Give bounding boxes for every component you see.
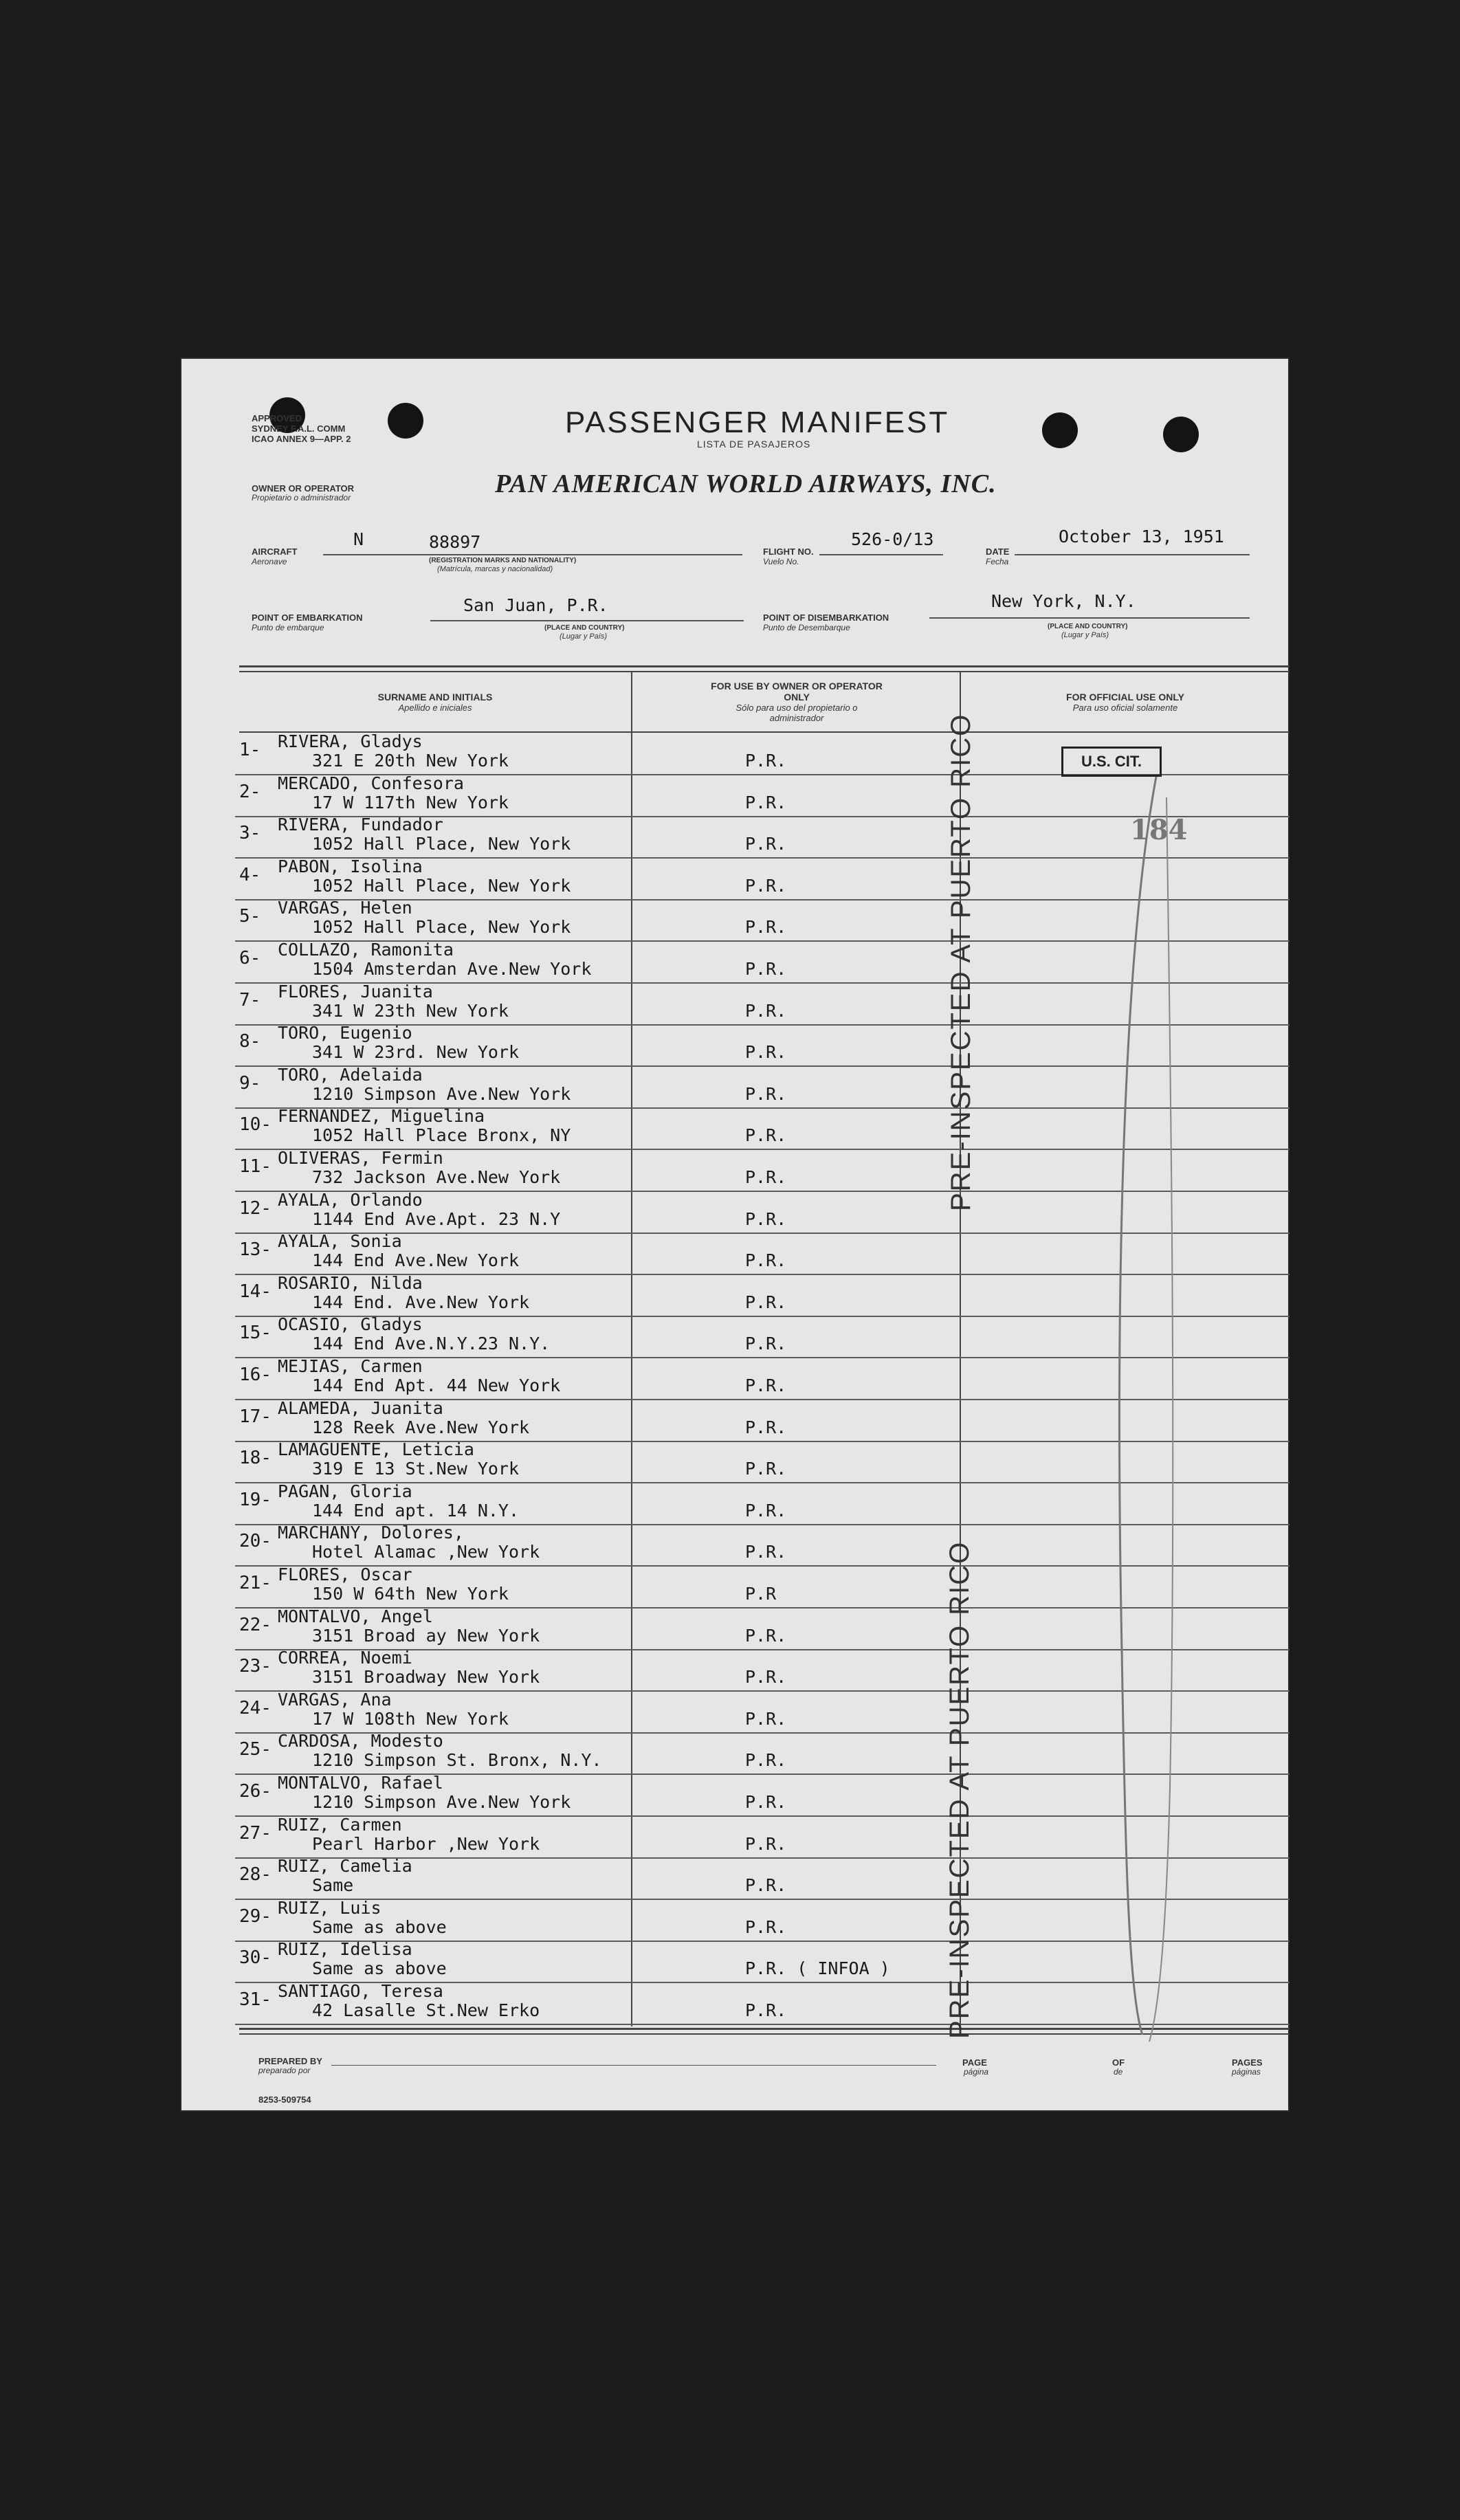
operator-label-es: Propietario o administrador [252,493,351,502]
date-label-es: Fecha [986,557,1009,566]
passenger-address: 144 End Apt. 44 New York [312,1375,561,1395]
passenger-name: AYALA, Orlando [278,1189,423,1210]
operator-header-es: Sólo para uso del propietario o administrador [735,703,858,723]
passenger-name: FLORES, Oscar [278,1565,412,1584]
passenger-name: MONTALVO, Rafael [278,1773,443,1793]
passenger-origin: P.R. [745,792,787,813]
passenger-origin: P.R. [745,1042,787,1063]
passenger-name: RIVERA, Gladys [278,731,423,751]
pre-inspected-stamp: PRE-INSPECTED AT PUERTO RICO [946,713,976,1211]
passenger-address: 341 W 23th New York [312,1000,509,1021]
passenger-address: 1504 Amsterdan Ave.New York [312,959,592,979]
passenger-address: 732 Jackson Ave.New York [312,1167,561,1187]
aircraft-prefix: N [353,529,364,549]
passenger-origin: P.R. [745,1459,787,1479]
passenger-address: 144 End Ave.N.Y.23 N.Y. [312,1334,551,1354]
passenger-origin: P.R. [745,1000,787,1021]
approval-line-3: ICAO ANNEX 9—APP. 2 [252,434,351,444]
passenger-origin: P.R. [745,875,787,896]
passenger-name: VARGAS, Helen [278,898,412,918]
row-number: 9- [239,1072,261,1094]
aircraft-sub: (REGISTRATION MARKS AND NATIONALITY) [429,557,577,564]
flight-label-es: Vuelo No. [763,557,799,566]
passenger-origin: P.R. [745,1334,787,1354]
row-number: 22- [239,1614,272,1635]
passenger-origin: P.R. [745,1667,787,1688]
row-number: 11- [239,1156,272,1177]
passenger-name: PAGAN, Gloria [278,1481,412,1501]
passenger-address: Hotel Alamac ,New York [312,1542,540,1562]
row-number: 13- [239,1239,272,1261]
passenger-origin: P.R. [745,1417,787,1437]
passenger-origin: P.R. [745,1833,787,1854]
official-header: FOR OFFICIAL USE ONLY [1066,692,1184,703]
row-number: 1- [239,740,261,760]
us-citizen-stamp: U.S. CIT. [1061,747,1162,777]
embark-place-sub: (PLACE AND COUNTRY) [544,624,625,632]
row-number: 26- [239,1781,272,1802]
passenger-address: Same as above [312,1916,447,1937]
page-title: PASSENGER MANIFEST [565,406,950,439]
embark-line [430,620,744,621]
passenger-address: 3151 Broad ay New York [312,1625,540,1646]
passenger-name: FERNANDEZ, Miguelina [278,1106,485,1127]
flight-number: 526-0/13 [851,529,934,549]
page-subtitle: LISTA DE PASAJEROS [697,439,811,450]
passenger-name: MEJIAS, Carmen [278,1356,423,1376]
passenger-origin: P.R. [745,1916,787,1937]
operator-name: PAN AMERICAN WORLD AIRWAYS, INC. [495,469,997,498]
row-number: 15- [239,1323,272,1344]
row-number: 5- [239,906,261,927]
operator-header: FOR USE BY OWNER OR OPERATOR ONLY [711,681,883,703]
passenger-name: ROSARIO, Nilda [278,1272,423,1293]
punch-hole [1042,412,1078,448]
row-number: 8- [239,1031,261,1052]
passenger-address: 144 End apt. 14 N.Y. [312,1500,520,1521]
aircraft-label: AIRCRAFT [252,546,298,557]
passenger-origin: P.R. [745,1083,787,1104]
passenger-name: AYALA, Sonia [278,1231,402,1252]
passenger-name: RUIZ, Idelisa [278,1939,412,1960]
passenger-name: SANTIAGO, Teresa [278,1981,443,2001]
flight-date: October 13, 1951 [1059,527,1224,546]
column-header-surname [239,692,631,713]
of-label: OF [1112,2057,1125,2068]
passenger-name: RUIZ, Carmen [278,1814,402,1835]
passenger-address: Pearl Harbor ,New York [312,1833,540,1854]
aircraft-sub-es: (Matrícula, marcas y nacionalidad) [437,565,553,573]
date-label: DATE [986,546,1010,557]
header-rule [239,665,1290,667]
passenger-name: RUIZ, Camelia [278,1856,412,1877]
passenger-address: 144 End. Ave.New York [312,1292,530,1312]
row-number: 2- [239,781,261,802]
aircraft-registration: 88897 [429,532,481,552]
aircraft-line [323,554,742,555]
prepared-by-label: PREPARED BY [258,2056,322,2066]
passenger-address: 1210 Simpson St. Bronx, N.Y. [312,1750,602,1771]
passenger-origin: P.R. [745,1208,787,1229]
passenger-origin: P.R. [745,1292,787,1312]
row-number: 12- [239,1197,272,1219]
passenger-address: 1052 Hall Place, New York [312,875,571,896]
disembark-label: POINT OF DISEMBARKATION [763,612,889,623]
manifest-sheet [180,357,1290,2112]
embark-label: POINT OF EMBARKATION [252,612,363,623]
passenger-address: 17 W 117th New York [312,792,509,813]
passenger-address: 341 W 23rd. New York [312,1042,520,1063]
passenger-address: Same [312,1875,354,1896]
passenger-address: 1144 End Ave.Apt. 23 N.Y [312,1208,561,1229]
passenger-address: Same as above [312,1958,447,1979]
row-number: 17- [239,1406,272,1427]
page-label-es: página [964,2067,989,2077]
of-label-es: de [1114,2067,1123,2077]
passenger-origin: P.R. [745,1500,787,1521]
passenger-origin: P.R. [745,1625,787,1646]
passenger-name: OLIVERAS, Fermin [278,1148,443,1168]
passenger-origin: P.R. ( INFOA ) [745,1958,890,1979]
passenger-name: OCASIO, Gladys [278,1314,423,1335]
punch-hole [388,403,423,439]
passenger-name: ALAMEDA, Juanita [278,1397,443,1418]
row-number: 10- [239,1114,272,1136]
row-number: 18- [239,1448,272,1469]
passenger-address: 1210 Simpson Ave.New York [312,1083,571,1104]
row-number: 3- [239,823,261,844]
passenger-origin: P.R. [745,1750,787,1771]
embark-place: San Juan, P.R. [463,595,608,615]
surname-header-es: Apellido e iniciales [398,703,472,713]
row-number: 4- [239,864,261,885]
punch-hole [1163,417,1199,452]
passenger-address: 1052 Hall Place Bronx, NY [312,1125,571,1146]
passenger-name: VARGAS, Ana [278,1689,392,1710]
passenger-address: 42 Lasalle St.New Erko [312,2000,540,2020]
column-header-official [961,692,1290,713]
row-number: 21- [239,1573,272,1593]
passenger-name: TORO, Eugenio [278,1023,412,1043]
date-line [1015,554,1250,555]
passenger-address: 144 End Ave.New York [312,1250,520,1271]
row-number: 30- [239,1947,272,1969]
row-number: 29- [239,1905,272,1927]
page-label: PAGE [962,2057,987,2068]
prepared-by-label-es: preparado por [258,2066,311,2075]
embark-place-sub-es: (Lugar y País) [560,632,608,641]
row-number: 14- [239,1281,272,1302]
header-rule [239,671,1290,672]
passenger-origin: P.R. [745,2000,787,2020]
disembark-label-es: Punto de Desembarque [763,623,850,632]
row-number: 16- [239,1364,272,1385]
row-number: 28- [239,1864,272,1886]
surname-header: SURNAME AND INITIALS [377,692,493,703]
form-number: 8253-509754 [258,2095,311,2105]
passenger-name: RUIZ, Luis [278,1897,381,1918]
count-stamp: 184 [1130,814,1188,846]
row-number: 24- [239,1697,272,1718]
passenger-name: MONTALVO, Angel [278,1606,433,1626]
flight-label: FLIGHT NO. [763,546,814,557]
passenger-address: 150 W 64th New York [312,1584,509,1604]
official-header-es: Para uso oficial solamente [1072,703,1178,713]
passenger-address: 1052 Hall Place, New York [312,917,571,938]
pre-inspected-stamp: PRE-INSPECTED AT PUERTO RICO [944,1540,975,2039]
passenger-origin: P.R [745,1584,777,1604]
passenger-address: 128 Reek Ave.New York [312,1417,530,1437]
passenger-origin: P.R. [745,959,787,979]
pages-label: PAGES [1232,2057,1263,2068]
disembark-place-sub-es: (Lugar y País) [1061,631,1109,639]
passenger-name: RIVERA, Fundador [278,815,443,835]
row-number: 31- [239,1989,272,2010]
row-number: 23- [239,1656,272,1677]
row-number: 7- [239,989,261,1010]
passenger-address: 319 E 13 St.New York [312,1459,520,1479]
passenger-origin: P.R. [745,1375,787,1395]
passenger-name: CORREA, Noemi [278,1648,412,1668]
row-number: 6- [239,948,261,969]
passenger-name: TORO, Adelaida [278,1064,423,1085]
flight-line [819,554,943,555]
disembark-place-sub: (PLACE AND COUNTRY) [1048,623,1128,630]
passenger-origin: P.R. [745,1542,787,1562]
approval-line-2: SYDNEY F.A.L. COMM [252,423,346,434]
passenger-name: COLLAZO, Ramonita [278,940,454,960]
aircraft-label-es: Aeronave [252,557,287,566]
passenger-name: LAMAGUENTE, Leticia [278,1439,474,1460]
row-number: 19- [239,1489,272,1510]
pencil-mark [1074,756,1211,2062]
passenger-origin: P.R. [745,1708,787,1729]
row-number: 20- [239,1531,272,1552]
passenger-origin: P.R. [745,834,787,854]
passenger-name: PABON, Isolina [278,856,423,876]
passenger-address: 1052 Hall Place, New York [312,834,571,854]
passenger-origin: P.R. [745,917,787,938]
pages-label-es: páginas [1232,2067,1261,2077]
passenger-name: MERCADO, Confesora [278,773,464,793]
passenger-origin: P.R. [745,1250,787,1271]
passenger-origin: P.R. [745,751,787,771]
operator-label: OWNER OR OPERATOR [252,483,355,494]
embark-label-es: Punto de embarque [252,623,324,632]
passenger-origin: P.R. [745,1792,787,1812]
passenger-address: 3151 Broadway New York [312,1667,540,1688]
row-number: 25- [239,1739,272,1760]
passenger-name: MARCHANY, Dolores, [278,1523,464,1543]
passenger-origin: P.R. [745,1125,787,1146]
disembark-place: New York, N.Y. [991,591,1136,611]
row-number: 27- [239,1822,272,1844]
column-header-operator [708,681,885,723]
disembark-line [929,617,1250,619]
prepared-by-line [331,2065,936,2066]
passenger-name: CARDOSA, Modesto [278,1731,443,1751]
approval-line-1: APPROVED [252,413,302,423]
passenger-address: 1210 Simpson Ave.New York [312,1792,571,1812]
passenger-origin: P.R. [745,1167,787,1187]
passenger-address: 17 W 108th New York [312,1708,509,1729]
passenger-name: FLORES, Juanita [278,981,433,1002]
passenger-origin: P.R. [745,1875,787,1896]
passenger-address: 321 E 20th New York [312,751,509,771]
